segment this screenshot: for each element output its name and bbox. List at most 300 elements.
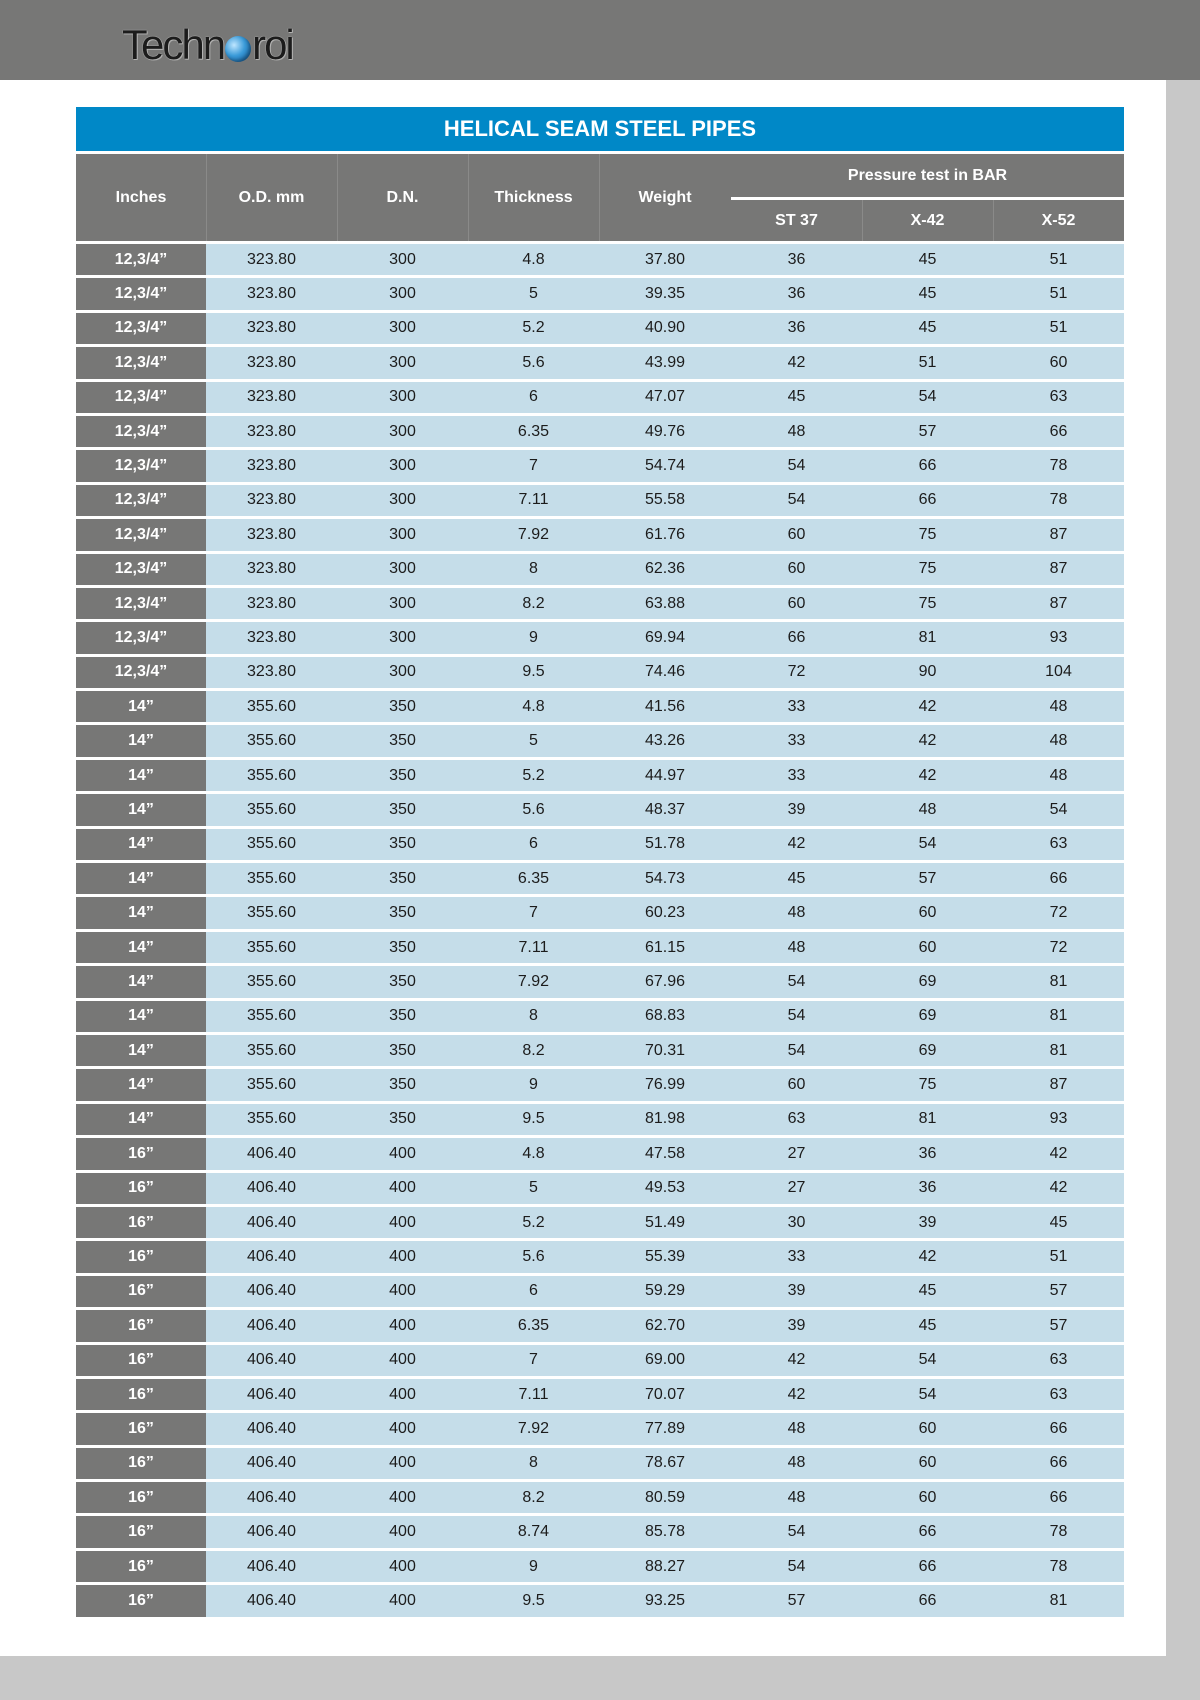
cell-x52: 60 bbox=[993, 347, 1124, 378]
table-row bbox=[76, 1551, 1124, 1582]
cell-dn: 300 bbox=[337, 278, 468, 309]
cell-st37: 42 bbox=[731, 829, 862, 860]
cell-inches: 16” bbox=[76, 1448, 206, 1479]
table-row bbox=[76, 1138, 1124, 1169]
cell-st37: 60 bbox=[731, 554, 862, 585]
logo-text-right: roi bbox=[252, 21, 293, 68]
cell-thickness: 8.74 bbox=[468, 1516, 599, 1547]
cell-st37: 60 bbox=[731, 1069, 862, 1100]
header-dn: D.N. bbox=[386, 188, 419, 206]
cell-weight: 62.70 bbox=[599, 1310, 731, 1341]
table-row bbox=[76, 485, 1124, 516]
table-row bbox=[76, 1585, 1124, 1616]
cell-x52: 66 bbox=[993, 1413, 1124, 1444]
table-row bbox=[76, 1379, 1124, 1410]
cell-weight: 37.80 bbox=[599, 244, 731, 275]
cell-weight: 39.35 bbox=[599, 278, 731, 309]
table-row bbox=[76, 554, 1124, 585]
cell-thickness: 7.11 bbox=[468, 1379, 599, 1410]
cell-thickness: 5.2 bbox=[468, 313, 599, 344]
table-row bbox=[76, 622, 1124, 653]
table-row bbox=[76, 382, 1124, 413]
table-row bbox=[76, 657, 1124, 688]
cell-x52: 63 bbox=[993, 382, 1124, 413]
cell-x52: 87 bbox=[993, 519, 1124, 550]
table-row bbox=[76, 1035, 1124, 1066]
cell-x52: 78 bbox=[993, 1551, 1124, 1582]
cell-od: 406.40 bbox=[206, 1413, 337, 1444]
table-row bbox=[76, 932, 1124, 963]
table-row bbox=[76, 863, 1124, 894]
cell-weight: 59.29 bbox=[599, 1276, 731, 1307]
cell-weight: 61.76 bbox=[599, 519, 731, 550]
cell-thickness: 5.2 bbox=[468, 1207, 599, 1238]
cell-inches: 12,3/4” bbox=[76, 588, 206, 619]
cell-x52: 63 bbox=[993, 1345, 1124, 1376]
cell-dn: 350 bbox=[337, 966, 468, 997]
cell-od: 355.60 bbox=[206, 1104, 337, 1135]
cell-weight: 78.67 bbox=[599, 1448, 731, 1479]
cell-weight: 74.46 bbox=[599, 657, 731, 688]
cell-dn: 350 bbox=[337, 1035, 468, 1066]
cell-st37: 63 bbox=[731, 1104, 862, 1135]
cell-weight: 76.99 bbox=[599, 1069, 731, 1100]
cell-inches: 12,3/4” bbox=[76, 622, 206, 653]
cell-x42: 66 bbox=[862, 1551, 993, 1582]
cell-weight: 54.73 bbox=[599, 863, 731, 894]
cell-st37: 48 bbox=[731, 1448, 862, 1479]
cell-weight: 60.23 bbox=[599, 897, 731, 928]
cell-x52: 66 bbox=[993, 1448, 1124, 1479]
cell-x52: 72 bbox=[993, 932, 1124, 963]
logo-text-left: Techn bbox=[122, 21, 225, 68]
cell-inches: 14” bbox=[76, 1104, 206, 1135]
cell-od: 355.60 bbox=[206, 966, 337, 997]
cell-st37: 39 bbox=[731, 794, 862, 825]
cell-dn: 400 bbox=[337, 1345, 468, 1376]
cell-inches: 14” bbox=[76, 1001, 206, 1032]
cell-weight: 43.26 bbox=[599, 725, 731, 756]
cell-dn: 400 bbox=[337, 1379, 468, 1410]
cell-od: 355.60 bbox=[206, 1069, 337, 1100]
header-inches: Inches bbox=[115, 188, 167, 206]
cell-od: 406.40 bbox=[206, 1310, 337, 1341]
cell-x52: 81 bbox=[993, 1035, 1124, 1066]
cell-x42: 60 bbox=[862, 932, 993, 963]
cell-thickness: 4.8 bbox=[468, 691, 599, 722]
cell-inches: 12,3/4” bbox=[76, 313, 206, 344]
cell-x52: 66 bbox=[993, 416, 1124, 447]
cell-st37: 54 bbox=[731, 485, 862, 516]
table-row bbox=[76, 588, 1124, 619]
cell-od: 323.80 bbox=[206, 554, 337, 585]
table-row bbox=[76, 313, 1124, 344]
cell-x42: 75 bbox=[862, 588, 993, 619]
cell-thickness: 7 bbox=[468, 897, 599, 928]
cell-x52: 51 bbox=[993, 1241, 1124, 1272]
cell-inches: 16” bbox=[76, 1516, 206, 1547]
cell-od: 323.80 bbox=[206, 588, 337, 619]
cell-x42: 66 bbox=[862, 1516, 993, 1547]
table-header bbox=[76, 154, 1124, 241]
cell-x52: 51 bbox=[993, 313, 1124, 344]
cell-weight: 55.39 bbox=[599, 1241, 731, 1272]
cell-weight: 47.07 bbox=[599, 382, 731, 413]
cell-x52: 63 bbox=[993, 829, 1124, 860]
cell-dn: 400 bbox=[337, 1138, 468, 1169]
cell-inches: 12,3/4” bbox=[76, 347, 206, 378]
cell-dn: 300 bbox=[337, 588, 468, 619]
cell-thickness: 7 bbox=[468, 450, 599, 481]
cell-weight: 70.07 bbox=[599, 1379, 731, 1410]
cell-od: 406.40 bbox=[206, 1173, 337, 1204]
cell-dn: 300 bbox=[337, 450, 468, 481]
cell-weight: 63.88 bbox=[599, 588, 731, 619]
cell-x52: 48 bbox=[993, 725, 1124, 756]
cell-dn: 300 bbox=[337, 657, 468, 688]
cell-weight: 51.49 bbox=[599, 1207, 731, 1238]
cell-weight: 55.58 bbox=[599, 485, 731, 516]
cell-thickness: 6 bbox=[468, 382, 599, 413]
cell-inches: 16” bbox=[76, 1585, 206, 1616]
cell-od: 323.80 bbox=[206, 278, 337, 309]
cell-x42: 57 bbox=[862, 863, 993, 894]
cell-dn: 400 bbox=[337, 1241, 468, 1272]
cell-x52: 66 bbox=[993, 1482, 1124, 1513]
cell-inches: 12,3/4” bbox=[76, 278, 206, 309]
pipes-table bbox=[76, 107, 1124, 1620]
table-row bbox=[76, 1413, 1124, 1444]
table-row bbox=[76, 1310, 1124, 1341]
cell-x42: 48 bbox=[862, 794, 993, 825]
cell-x42: 54 bbox=[862, 382, 993, 413]
cell-st37: 39 bbox=[731, 1276, 862, 1307]
cell-od: 406.40 bbox=[206, 1276, 337, 1307]
cell-inches: 16” bbox=[76, 1310, 206, 1341]
cell-weight: 80.59 bbox=[599, 1482, 731, 1513]
cell-inches: 16” bbox=[76, 1482, 206, 1513]
cell-thickness: 9.5 bbox=[468, 1585, 599, 1616]
cell-weight: 62.36 bbox=[599, 554, 731, 585]
cell-weight: 88.27 bbox=[599, 1551, 731, 1582]
cell-thickness: 8 bbox=[468, 1001, 599, 1032]
table-row bbox=[76, 1069, 1124, 1100]
cell-st37: 54 bbox=[731, 1001, 862, 1032]
technoroi-logo bbox=[122, 21, 293, 68]
cell-thickness: 5 bbox=[468, 1173, 599, 1204]
table-row bbox=[76, 691, 1124, 722]
cell-thickness: 4.8 bbox=[468, 1138, 599, 1169]
cell-weight: 67.96 bbox=[599, 966, 731, 997]
cell-weight: 49.53 bbox=[599, 1173, 731, 1204]
cell-st37: 42 bbox=[731, 347, 862, 378]
cell-od: 323.80 bbox=[206, 450, 337, 481]
cell-thickness: 7.92 bbox=[468, 1413, 599, 1444]
cell-thickness: 6.35 bbox=[468, 416, 599, 447]
cell-od: 406.40 bbox=[206, 1345, 337, 1376]
cell-inches: 14” bbox=[76, 794, 206, 825]
cell-st37: 48 bbox=[731, 1413, 862, 1444]
cell-inches: 14” bbox=[76, 1069, 206, 1100]
cell-x42: 45 bbox=[862, 313, 993, 344]
cell-st37: 48 bbox=[731, 897, 862, 928]
cell-od: 355.60 bbox=[206, 725, 337, 756]
cell-dn: 400 bbox=[337, 1448, 468, 1479]
cell-x52: 48 bbox=[993, 760, 1124, 791]
cell-od: 355.60 bbox=[206, 897, 337, 928]
cell-weight: 48.37 bbox=[599, 794, 731, 825]
table-row bbox=[76, 1276, 1124, 1307]
cell-x52: 54 bbox=[993, 794, 1124, 825]
cell-thickness: 7.92 bbox=[468, 966, 599, 997]
cell-x42: 45 bbox=[862, 1276, 993, 1307]
cell-x42: 66 bbox=[862, 450, 993, 481]
table-row bbox=[76, 1516, 1124, 1547]
cell-x42: 54 bbox=[862, 1379, 993, 1410]
cell-x52: 57 bbox=[993, 1310, 1124, 1341]
cell-x52: 51 bbox=[993, 278, 1124, 309]
cell-thickness: 8 bbox=[468, 554, 599, 585]
cell-dn: 300 bbox=[337, 622, 468, 653]
cell-weight: 44.97 bbox=[599, 760, 731, 791]
cell-inches: 16” bbox=[76, 1207, 206, 1238]
cell-x42: 45 bbox=[862, 1310, 993, 1341]
cell-dn: 350 bbox=[337, 1104, 468, 1135]
cell-dn: 400 bbox=[337, 1173, 468, 1204]
cell-st37: 33 bbox=[731, 1241, 862, 1272]
cell-st37: 27 bbox=[731, 1138, 862, 1169]
table-row bbox=[76, 1173, 1124, 1204]
cell-st37: 36 bbox=[731, 313, 862, 344]
table-row bbox=[76, 1104, 1124, 1135]
cell-x52: 51 bbox=[993, 244, 1124, 275]
cell-inches: 14” bbox=[76, 1035, 206, 1066]
cell-dn: 350 bbox=[337, 794, 468, 825]
cell-od: 323.80 bbox=[206, 519, 337, 550]
cell-x42: 75 bbox=[862, 554, 993, 585]
cell-st37: 57 bbox=[731, 1585, 862, 1616]
cell-dn: 400 bbox=[337, 1482, 468, 1513]
cell-od: 355.60 bbox=[206, 863, 337, 894]
cell-st37: 36 bbox=[731, 278, 862, 309]
cell-od: 355.60 bbox=[206, 691, 337, 722]
cell-dn: 350 bbox=[337, 1001, 468, 1032]
cell-od: 355.60 bbox=[206, 794, 337, 825]
cell-weight: 54.74 bbox=[599, 450, 731, 481]
cell-od: 355.60 bbox=[206, 829, 337, 860]
cell-x42: 60 bbox=[862, 1448, 993, 1479]
cell-st37: 33 bbox=[731, 691, 862, 722]
cell-weight: 47.58 bbox=[599, 1138, 731, 1169]
cell-inches: 14” bbox=[76, 966, 206, 997]
cell-dn: 350 bbox=[337, 1069, 468, 1100]
cell-x52: 72 bbox=[993, 897, 1124, 928]
cell-thickness: 5 bbox=[468, 725, 599, 756]
cell-inches: 14” bbox=[76, 932, 206, 963]
cell-od: 406.40 bbox=[206, 1585, 337, 1616]
cell-x52: 42 bbox=[993, 1173, 1124, 1204]
cell-x42: 45 bbox=[862, 278, 993, 309]
cell-thickness: 4.8 bbox=[468, 244, 599, 275]
cell-x42: 36 bbox=[862, 1173, 993, 1204]
cell-x52: 78 bbox=[993, 485, 1124, 516]
cell-od: 406.40 bbox=[206, 1551, 337, 1582]
cell-inches: 16” bbox=[76, 1173, 206, 1204]
header-x42: X-42 bbox=[910, 211, 945, 229]
cell-x42: 42 bbox=[862, 725, 993, 756]
cell-x42: 42 bbox=[862, 1241, 993, 1272]
table-row bbox=[76, 1241, 1124, 1272]
cell-weight: 93.25 bbox=[599, 1585, 731, 1616]
cell-od: 406.40 bbox=[206, 1241, 337, 1272]
cell-od: 355.60 bbox=[206, 760, 337, 791]
cell-thickness: 5.6 bbox=[468, 347, 599, 378]
header-st37: ST 37 bbox=[775, 211, 818, 229]
table-row bbox=[76, 760, 1124, 791]
cell-st37: 42 bbox=[731, 1345, 862, 1376]
table-row bbox=[76, 347, 1124, 378]
cell-od: 323.80 bbox=[206, 347, 337, 378]
cell-x52: 87 bbox=[993, 588, 1124, 619]
cell-od: 355.60 bbox=[206, 1001, 337, 1032]
cell-inches: 16” bbox=[76, 1276, 206, 1307]
cell-dn: 400 bbox=[337, 1585, 468, 1616]
cell-st37: 66 bbox=[731, 622, 862, 653]
cell-inches: 12,3/4” bbox=[76, 244, 206, 275]
cell-dn: 300 bbox=[337, 347, 468, 378]
table-title: HELICAL SEAM STEEL PIPES bbox=[76, 107, 1124, 151]
cell-x42: 57 bbox=[862, 416, 993, 447]
cell-x42: 69 bbox=[862, 1035, 993, 1066]
cell-thickness: 6.35 bbox=[468, 1310, 599, 1341]
header-weight: Weight bbox=[638, 188, 692, 206]
cell-st37: 54 bbox=[731, 1551, 862, 1582]
cell-x42: 60 bbox=[862, 1413, 993, 1444]
cell-x42: 60 bbox=[862, 1482, 993, 1513]
header-x52: X-52 bbox=[1041, 211, 1076, 229]
cell-thickness: 7 bbox=[468, 1345, 599, 1376]
cell-x42: 66 bbox=[862, 485, 993, 516]
cell-thickness: 9 bbox=[468, 1551, 599, 1582]
cell-x42: 54 bbox=[862, 829, 993, 860]
cell-x52: 48 bbox=[993, 691, 1124, 722]
cell-inches: 12,3/4” bbox=[76, 382, 206, 413]
cell-st37: 60 bbox=[731, 588, 862, 619]
table-row bbox=[76, 1207, 1124, 1238]
cell-x42: 51 bbox=[862, 347, 993, 378]
cell-thickness: 6 bbox=[468, 1276, 599, 1307]
cell-dn: 350 bbox=[337, 932, 468, 963]
cell-x42: 54 bbox=[862, 1345, 993, 1376]
cell-x42: 81 bbox=[862, 1104, 993, 1135]
cell-x52: 81 bbox=[993, 1585, 1124, 1616]
cell-st37: 54 bbox=[731, 966, 862, 997]
cell-st37: 60 bbox=[731, 519, 862, 550]
cell-x42: 45 bbox=[862, 244, 993, 275]
cell-weight: 69.00 bbox=[599, 1345, 731, 1376]
cell-x42: 69 bbox=[862, 966, 993, 997]
cell-thickness: 9.5 bbox=[468, 1104, 599, 1135]
cell-weight: 69.94 bbox=[599, 622, 731, 653]
cell-inches: 16” bbox=[76, 1138, 206, 1169]
cell-weight: 51.78 bbox=[599, 829, 731, 860]
cell-weight: 43.99 bbox=[599, 347, 731, 378]
cell-x52: 81 bbox=[993, 966, 1124, 997]
table-row bbox=[76, 416, 1124, 447]
cell-st37: 48 bbox=[731, 416, 862, 447]
cell-x42: 75 bbox=[862, 1069, 993, 1100]
cell-x52: 66 bbox=[993, 863, 1124, 894]
cell-x52: 93 bbox=[993, 622, 1124, 653]
cell-dn: 300 bbox=[337, 554, 468, 585]
cell-weight: 68.83 bbox=[599, 1001, 731, 1032]
cell-x52: 104 bbox=[993, 657, 1124, 688]
cell-x42: 66 bbox=[862, 1585, 993, 1616]
cell-thickness: 8.2 bbox=[468, 1035, 599, 1066]
cell-inches: 16” bbox=[76, 1413, 206, 1444]
cell-st37: 33 bbox=[731, 725, 862, 756]
cell-inches: 14” bbox=[76, 897, 206, 928]
cell-thickness: 5.2 bbox=[468, 760, 599, 791]
cell-st37: 48 bbox=[731, 1482, 862, 1513]
table-row bbox=[76, 794, 1124, 825]
cell-od: 355.60 bbox=[206, 932, 337, 963]
cell-dn: 300 bbox=[337, 313, 468, 344]
cell-x42: 42 bbox=[862, 691, 993, 722]
cell-od: 355.60 bbox=[206, 1035, 337, 1066]
cell-x52: 57 bbox=[993, 1276, 1124, 1307]
cell-inches: 12,3/4” bbox=[76, 519, 206, 550]
cell-st37: 54 bbox=[731, 1035, 862, 1066]
cell-x42: 42 bbox=[862, 760, 993, 791]
cell-st37: 54 bbox=[731, 450, 862, 481]
cell-dn: 350 bbox=[337, 897, 468, 928]
cell-inches: 14” bbox=[76, 760, 206, 791]
cell-st37: 36 bbox=[731, 244, 862, 275]
cell-od: 323.80 bbox=[206, 244, 337, 275]
cell-x42: 75 bbox=[862, 519, 993, 550]
cell-x42: 69 bbox=[862, 1001, 993, 1032]
cell-od: 323.80 bbox=[206, 485, 337, 516]
cell-dn: 300 bbox=[337, 382, 468, 413]
cell-dn: 400 bbox=[337, 1551, 468, 1582]
cell-inches: 16” bbox=[76, 1241, 206, 1272]
table-row bbox=[76, 725, 1124, 756]
cell-dn: 400 bbox=[337, 1310, 468, 1341]
cell-st37: 33 bbox=[731, 760, 862, 791]
cell-od: 406.40 bbox=[206, 1207, 337, 1238]
header-thickness: Thickness bbox=[494, 188, 573, 206]
cell-inches: 14” bbox=[76, 863, 206, 894]
cell-thickness: 8.2 bbox=[468, 1482, 599, 1513]
cell-od: 406.40 bbox=[206, 1482, 337, 1513]
cell-inches: 12,3/4” bbox=[76, 485, 206, 516]
cell-thickness: 9 bbox=[468, 622, 599, 653]
cell-dn: 400 bbox=[337, 1276, 468, 1307]
cell-inches: 12,3/4” bbox=[76, 450, 206, 481]
cell-od: 323.80 bbox=[206, 313, 337, 344]
table-row bbox=[76, 519, 1124, 550]
cell-dn: 300 bbox=[337, 416, 468, 447]
cell-od: 406.40 bbox=[206, 1138, 337, 1169]
cell-inches: 16” bbox=[76, 1379, 206, 1410]
cell-inches: 12,3/4” bbox=[76, 416, 206, 447]
cell-st37: 42 bbox=[731, 1379, 862, 1410]
cell-x52: 78 bbox=[993, 1516, 1124, 1547]
cell-thickness: 7.92 bbox=[468, 519, 599, 550]
cell-x52: 87 bbox=[993, 1069, 1124, 1100]
cell-od: 406.40 bbox=[206, 1516, 337, 1547]
